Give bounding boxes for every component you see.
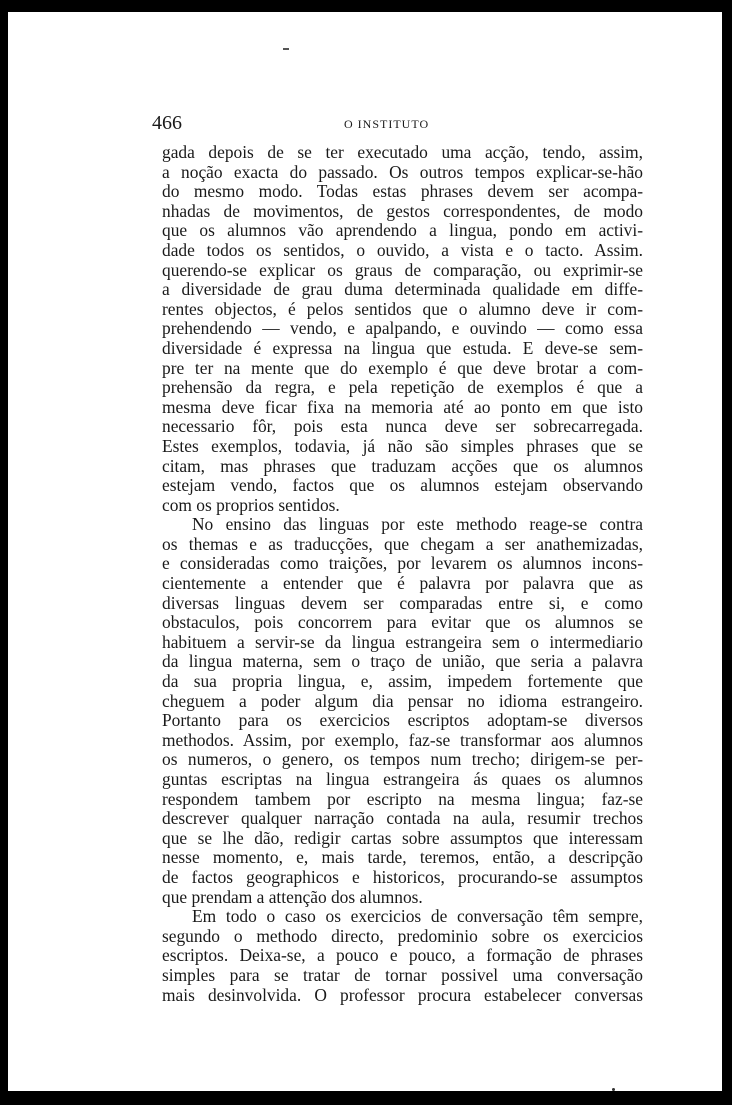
paragraph-end-line: com os proprios sentidos. — [162, 494, 340, 515]
text-line: Estes exemplos, todavia, já não são simples phrases que se — [162, 435, 643, 456]
scan-dot — [612, 1088, 615, 1091]
page-number: 466 — [152, 112, 182, 134]
text-line: os themas e as traducções, que chegam a ser anathemizadas, — [162, 533, 643, 554]
text-line: cientemente a entender que é palavra por palavra que as — [162, 573, 643, 594]
text-line: mais desinvolvida. O professor procura estabelecer conversas — [162, 984, 643, 1005]
text-line: mesma deve ficar fixa na memoria até ao ponto em que isto — [162, 396, 643, 417]
text-line: da sua propria lingua, e, assim, impedem fortemente que — [162, 671, 643, 692]
text-line: nhadas de movimentos, de gestos correspondentes, de modo — [162, 200, 643, 221]
text-line: respondem tambem por escripto na mesma lingua; faz-se — [162, 788, 643, 809]
scan-mark — [283, 48, 289, 50]
scan-border-right — [722, 0, 732, 1105]
text-line: obstaculos, pois concorrem para evitar que os alumnos se — [162, 612, 643, 633]
text-line: diversidade é expressa na lingua que estuda. E deve-se sem- — [162, 337, 643, 358]
text-line: do mesmo modo. Todas estas phrases devem ser acompa- — [162, 181, 643, 202]
text-line: dade todos os sentidos, o ouvido, a vista e o tacto. Assim. — [162, 239, 643, 260]
text-line: guntas escriptas na lingua estrangeira ás quaes os alumnos — [162, 769, 643, 789]
running-title: O INSTITUTO — [344, 117, 430, 131]
text-line: Portanto para os exercicios escriptos adoptam-se diversos — [162, 710, 643, 731]
text-line: prehensão da regra, e pela repetição de exemplos é que a — [162, 377, 643, 398]
text-line: que se lhe dão, redigir cartas sobre assumptos que interessam — [162, 827, 643, 848]
text-line: citam, mas phrases que traduzam acções que os alumnos — [162, 455, 643, 476]
text-line: simples para se tratar de tornar possivel uma conversação — [162, 964, 643, 985]
text-line: cheguem a poder algum dia pensar no idioma estrangeiro. — [162, 690, 643, 711]
text-line: habituem a servir-se da lingua estrangeira sem o intermediario — [162, 631, 643, 652]
text-line: rentes objectos, é pelos sentidos que o alumno deve ir com- — [162, 298, 643, 319]
text-line: estejam vendo, factos que os alumnos estejam observando — [162, 475, 643, 496]
text-line: querendo-se explicar os graus de comparação, ou exprimir-se — [162, 259, 643, 280]
text-line: de factos geographicos e historicos, procurando-se assumptos — [162, 866, 643, 887]
text-line: methodos. Assim, por exemplo, faz-se transformar aos alumnos — [162, 729, 643, 750]
text-line: prehendendo — vendo, e apalpando, e ouvindo — como essa — [162, 318, 643, 339]
paragraph-end-line: que prendam a attenção dos alumnos. — [162, 886, 423, 907]
text-line: escriptos. Deixa-se, a pouco e pouco, a formação de phrases — [162, 945, 643, 966]
body-text — [162, 143, 643, 1005]
paragraph-start-line: Em todo o caso os exercicios de conversação têm sempre, — [192, 906, 643, 927]
text-line: segundo o methodo directo, predominio sobre os exercicios — [162, 925, 643, 946]
text-line: nesse momento, e, mais tarde, teremos, então, a descripção — [162, 847, 643, 868]
text-line: a noção exacta do passado. Os outros tempos explicar-se-hão — [162, 161, 643, 182]
scan-border-top — [0, 0, 732, 12]
text-line: gada depois de se ter executado uma acção, tendo, assim, — [162, 142, 643, 162]
page-header — [152, 112, 642, 138]
text-line: pre ter na mente que do exemplo é que deve brotar a com- — [162, 357, 643, 378]
text-line: a diversidade de grau duma determinada qualidade em diffe- — [162, 279, 643, 300]
paragraph-start-line: No ensino das linguas por este methodo reage-se contra — [192, 514, 643, 535]
scan-border-bottom — [0, 1091, 732, 1105]
text-line: os numeros, o genero, os tempos num trecho; dirigem-se per- — [162, 749, 643, 770]
text-line: e consideradas como traições, por levarem os alumnos incons- — [162, 553, 643, 574]
text-line: descrever qualquer narração contada na aula, resumir trechos — [162, 808, 643, 829]
text-line: diversas linguas devem ser comparadas entre si, e como — [162, 592, 643, 613]
text-line: que os alumnos vão aprendendo a lingua, pondo em activi- — [162, 220, 643, 241]
scan-border-left — [0, 0, 8, 1105]
text-line: da lingua materna, sem o traço de união, que seria a palavra — [162, 651, 643, 672]
text-line: necessario fôr, pois esta nunca deve ser sobrecarregada. — [162, 416, 643, 437]
